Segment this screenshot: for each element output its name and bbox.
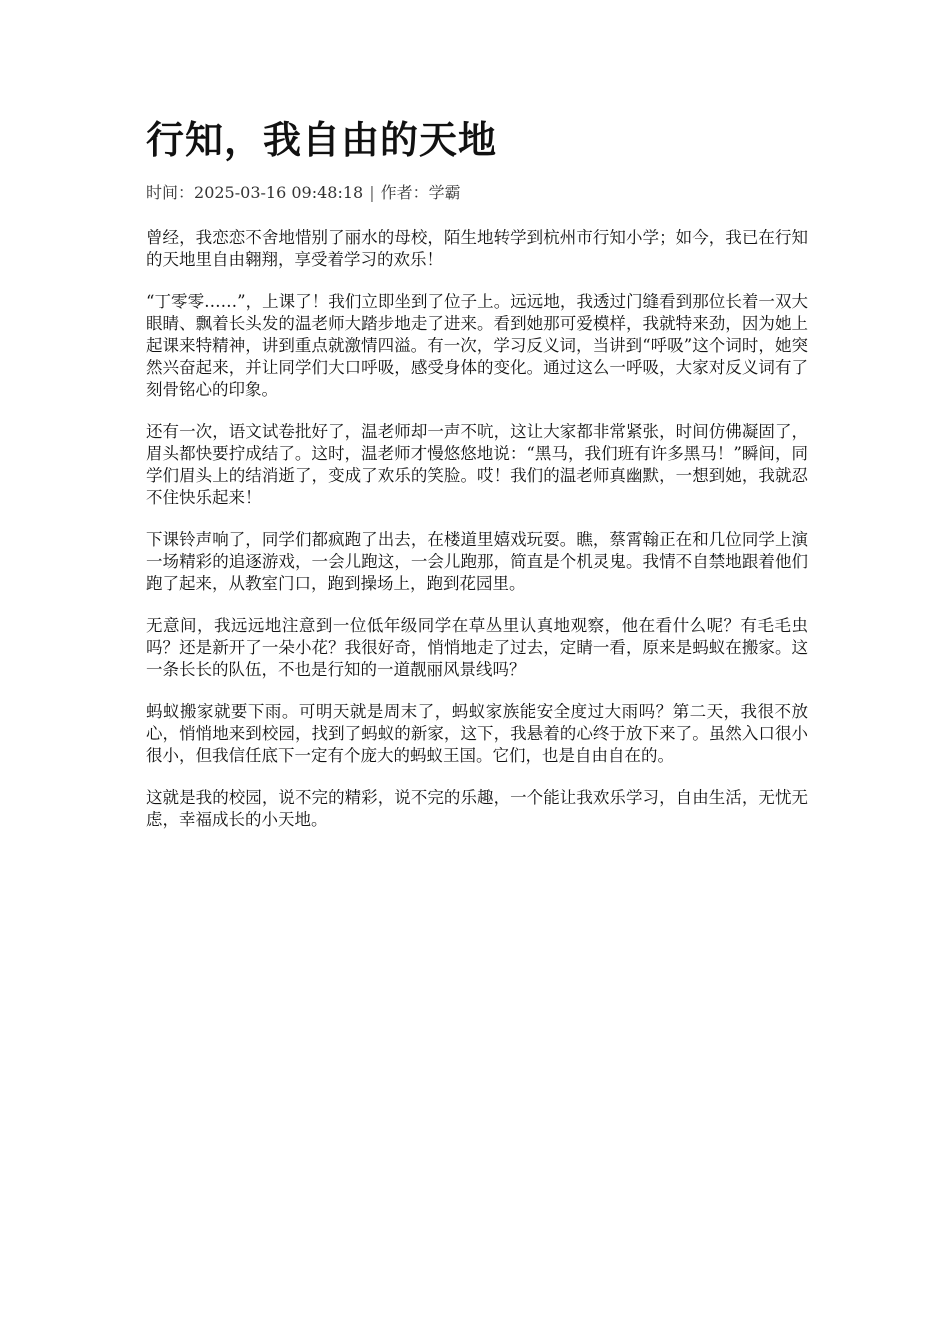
time-label: 时间： xyxy=(146,183,195,202)
paragraph: “丁零零……”，上课了！我们立即坐到了位子上。远远地，我透过门缝看到那位长着一双大眼睛、飘着长头发的温老师大踏步地走了进来。看到她那可爱模样，我就特来劲，因为她上起课来特精神，讲到重点就激情四溢。有一次，学习反义词，当讲到“呼吸”这个词时，她突然兴奋起来，并让同学们大口呼吸，感受身体的变化。通过这么一呼吸，大家对反义词有了刻骨铭心的印象。 xyxy=(146,292,808,399)
paragraph: 曾经，我恋恋不舍地惜别了丽水的母校，陌生地转学到杭州市行知小学；如今，我已在行知的天地里自由翱翔，享受着学习的欢乐！ xyxy=(146,228,808,269)
paragraph: 蚂蚁搬家就要下雨。可明天就是周末了，蚂蚁家族能安全度过大雨吗？第二天，我很不放心，悄悄地来到校园，找到了蚂蚁的新家，这下，我悬着的心终于放下来了。虽然入口很小很小，但我信任底下一定有个庞大的蚂蚁王国。它们，也是自由自在的。 xyxy=(146,702,808,765)
author-label: 作者： xyxy=(380,183,429,202)
paragraph: 这就是我的校园，说不完的精彩，说不完的乐趣，一个能让我欢乐学习，自由生活，无忧无虑，幸福成长的小天地。 xyxy=(146,788,808,829)
article-body xyxy=(146,227,808,831)
article-meta xyxy=(146,181,808,205)
article-title: 行知，我自由的天地 xyxy=(146,118,498,162)
author-name: 学霸 xyxy=(428,183,461,202)
paragraph: 下课铃声响了，同学们都疯跑了出去，在楼道里嬉戏玩耍。瞧，蔡霄翰正在和几位同学上演一场精彩的追逐游戏，一会儿跑这，一会儿跑那，简直是个机灵鬼。我情不自禁地跟着他们跑了起来，从教室门口，跑到操场上，跑到花园里。 xyxy=(146,530,808,593)
meta-separator: | xyxy=(369,183,375,202)
paragraph: 还有一次，语文试卷批好了，温老师却一声不吭，这让大家都非常紧张，时间仿佛凝固了，眉头都快要拧成结了。这时，温老师才慢悠悠地说：“黑马，我们班有许多黑马！”瞬间，同学们眉头上的结消逝了，变成了欢乐的笑脸。哎！我们的温老师真幽默，一想到她，我就忍不住快乐起来！ xyxy=(146,422,808,507)
article xyxy=(146,112,808,851)
publish-time: 2025-03-16 09:48:18 xyxy=(194,183,364,202)
paragraph: 无意间，我远远地注意到一位低年级同学在草丛里认真地观察，他在看什么呢？有毛毛虫吗？还是新开了一朵小花？我很好奇，悄悄地走了过去，定睛一看，原来是蚂蚁在搬家。这一条长长的队伍，不也是行知的一道靓丽风景线吗？ xyxy=(146,616,808,679)
